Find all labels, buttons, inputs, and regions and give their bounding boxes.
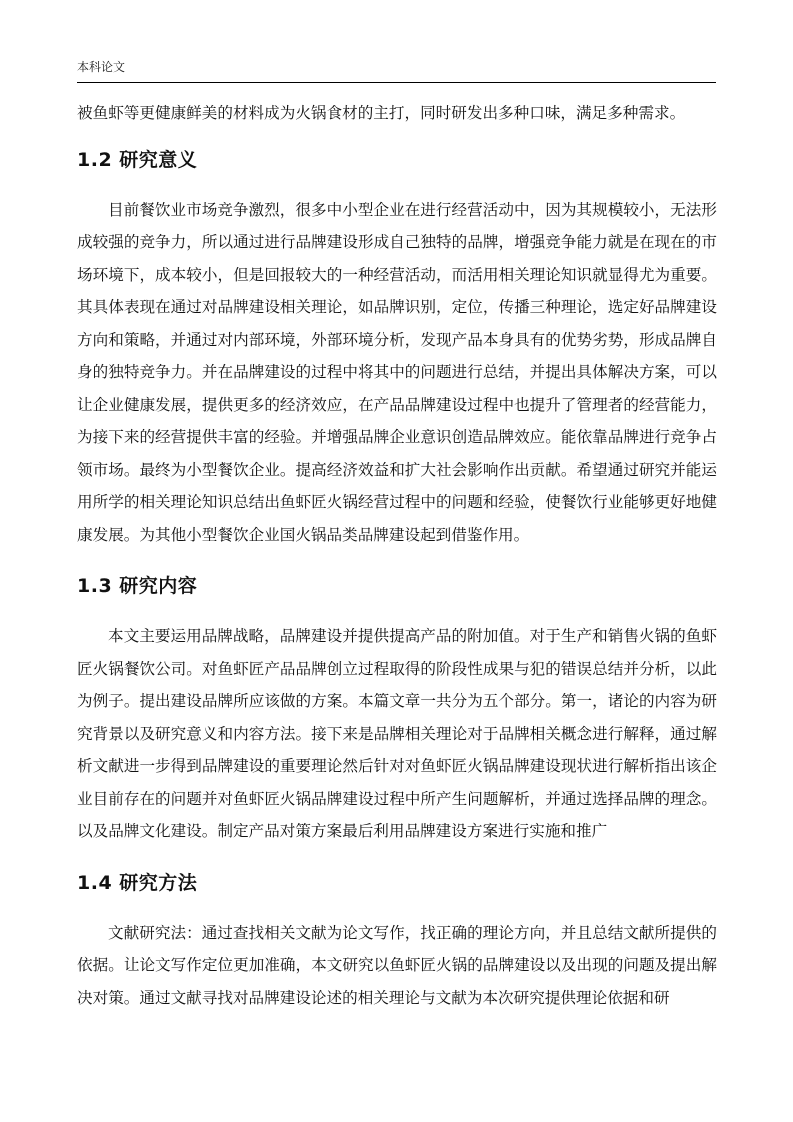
section-number: 1.3 [77, 575, 113, 597]
continuation-paragraph: 被鱼虾等更健康鲜美的材料成为火锅食材的主打，同时研发出多种口味，满足多种需求。 [77, 104, 686, 122]
section-number: 1.4 [77, 871, 113, 894]
section-number: 1.2 [77, 148, 113, 171]
section-heading-1-4 [77, 871, 717, 895]
section-heading-1-2 [77, 148, 717, 172]
section-heading-1-3 [77, 574, 717, 598]
running-header: 本科论文 [77, 60, 126, 74]
section-paragraph-1-3: 本文主要运用品牌战略，品牌建设并提供提高产品的附加值。对于生产和销售火锅的鱼虾匠火锅餐饮公司。对鱼虾匠产品品牌创立过程取得的阶段性成果与犯的错误总结并分析，以此为例子。提出建设品牌所应该做的方案。本篇文章一共分为五个部分。第一，诸论的内容为研究背景以及研究意义和内容方法。接下来是品牌相关理论对于品牌相关概念进行解释，通过解析文献进一步得到品牌建设的重要理论然后针对对鱼虾匠火锅品牌建设现状进行解析指出该企业目前存在的问题并对鱼虾匠火锅品牌建设过程中所产生问题解析，并通过选择品牌的理念。以及品牌文化建设。制定产品对策方案最后利用品牌建设方案进行实施和推广 [77, 627, 717, 840]
header-rule [77, 82, 716, 83]
section-title: 研究内容 [119, 575, 198, 597]
section-paragraph-1-4: 文献研究法：通过查找相关文献为论文写作，找正确的理论方向，并且总结文献所提供的依据。让论文写作定位更加准确，本文研究以鱼虾匠火锅的品牌建设以及出现的问题及提出解决对策。通过文献寻找对品牌建设论述的相关理论与文献为本次研究提供理论依据和研 [77, 923, 717, 1007]
section-title: 研究意义 [119, 148, 198, 171]
section-paragraph-1-2: 目前餐饮业市场竞争激烈，很多中小型企业在进行经营活动中，因为其规模较小，无法形成较强的竞争力，所以通过进行品牌建设形成自己独特的品牌，增强竞争能力就是在现在的市场环境下，成本较小，但是回报较大的一种经营活动，而活用相关理论知识就显得尤为重要。其具体表现在通过对品牌建设相关理论，如品牌识别，定位，传播三种理论，选定好品牌建设方向和策略，并通过对内部环境，外部环境分析，发现产品本身具有的优势劣势，形成品牌自身的独特竞争力。并在品牌建设的过程中将其中的问题进行总结，并提出具体解决方案，可以让企业健康发展，提供更多的经济效应，在产品品牌建设过程中也提升了管理者的经营能力，为接下来的经营提供丰富的经验。并增强品牌企业意识创造品牌效应。能依靠品牌进行竞争占领市场。最终为小型餐饮企业。提高经济效益和扩大社会影响作出贡献。希望通过研究并能运用所学的相关理论知识总结出鱼虾匠火锅经营过程中的问题和经验，使餐饮行业能够更好地健康发展。为其他小型餐饮企业国火锅品类品牌建设起到借鉴作用。 [77, 200, 717, 544]
section-title: 研究方法 [119, 871, 198, 894]
page-body [77, 97, 717, 1014]
